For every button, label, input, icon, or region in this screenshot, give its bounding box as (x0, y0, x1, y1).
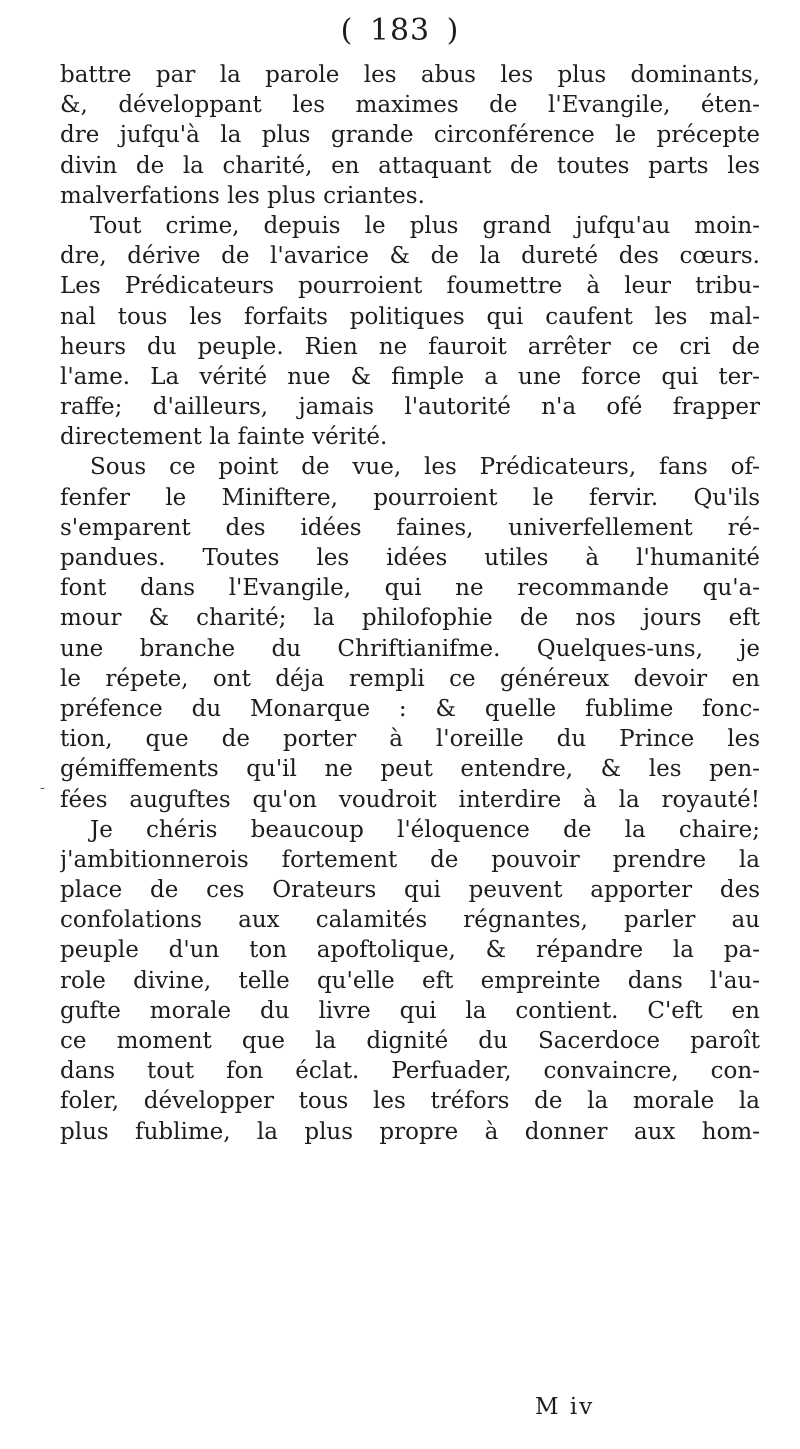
body-text (60, 60, 760, 1147)
text-line: s'emparent des idées faines, univerfellement ré- (60, 514, 760, 541)
text-line: raffe; d'ailleurs, jamais l'autorité n'a ofé frapper (60, 394, 760, 421)
text-line: directement la fainte vérité. (60, 424, 388, 451)
text-line: battre par la parole les abus les plus dominants, (60, 62, 760, 88)
text-line: le répete, ont déja rempli ce généreux devoir en (60, 665, 760, 692)
page-header (0, 14, 800, 48)
text-line: peuple d'un ton apoftolique, & répandre la pa- (60, 937, 760, 964)
text-line: gémiffements qu'il ne peut entendre, & les pen- (60, 756, 760, 783)
text-line: ce moment que la dignité du Sacerdoce paroît (60, 1028, 760, 1054)
text-line: Les Prédicateurs pourroient foumettre à leur tribu- (60, 273, 760, 300)
text-line: Sous ce point de vue, les Prédicateurs, fans of- (90, 454, 760, 481)
page-number: 183 (369, 13, 431, 48)
text-line: malverfations les plus criantes. (60, 182, 425, 209)
text-line: fées auguftes qu'on voudroit interdire à la royauté! (60, 786, 760, 813)
text-line: tion, que de porter à l'oreille du Prince les (60, 726, 760, 753)
text-line: fenfer le Miniftere, pourroient le fervir. Qu'ils (60, 484, 760, 511)
header-close-paren: ) (446, 13, 460, 48)
text-line: nal tous les forfaits politiques qui caufent les mal- (60, 303, 760, 330)
text-line: l'ame. La vérité nue & fimple a une force qui ter- (60, 363, 760, 390)
text-line: Je chéris beaucoup l'éloquence de la chaire; (90, 816, 760, 843)
text-line: font dans l'Evangile, qui ne recommande qu'a- (60, 575, 760, 602)
text-line: place de ces Orateurs qui peuvent apporter des (60, 877, 760, 904)
text-line: confolations aux calamités régnantes, parler au (60, 907, 760, 934)
text-line: j'ambitionnerois fortement de pouvoir prendre la (60, 846, 760, 873)
text-line: préfence du Monarque : & quelle fublime fonc- (60, 695, 760, 722)
margin-mark: - (40, 780, 45, 796)
text-line: mour & charité; la philofophie de nos jours eft (60, 605, 760, 632)
text-line: dre, dérive de l'avarice & de la dureté des cœurs. (60, 243, 760, 270)
text-line: pandues. Toutes les idées utiles à l'humanité (60, 545, 760, 571)
text-line: gufte morale du livre qui la contient. C'eft en (60, 997, 760, 1024)
signature-mark: M iv (535, 1394, 595, 1420)
text-line: divin de la charité, en attaquant de toutes parts les (60, 152, 760, 179)
text-line: une branche du Chriftianifme. Quelques-uns, je (60, 635, 760, 662)
text-line: dans tout fon éclat. Perfuader, convaincre, con- (60, 1058, 760, 1085)
text-line: foler, développer tous les tréfors de la morale la (60, 1088, 760, 1115)
text-line: plus fublime, la plus propre à donner aux hom- (60, 1118, 760, 1145)
text-line: role divine, telle qu'elle eft empreinte dans l'au- (60, 967, 760, 994)
text-line: dre jufqu'à la plus grande circonférence le précepte (60, 122, 760, 149)
text-line: Tout crime, depuis le plus grand jufqu'au moin- (90, 212, 760, 239)
header-open-paren: ( (340, 13, 354, 48)
text-line: heurs du peuple. Rien ne fauroit arrêter ce cri de (60, 333, 760, 360)
text-line: &, développant les maximes de l'Evangile, éten- (60, 92, 760, 119)
